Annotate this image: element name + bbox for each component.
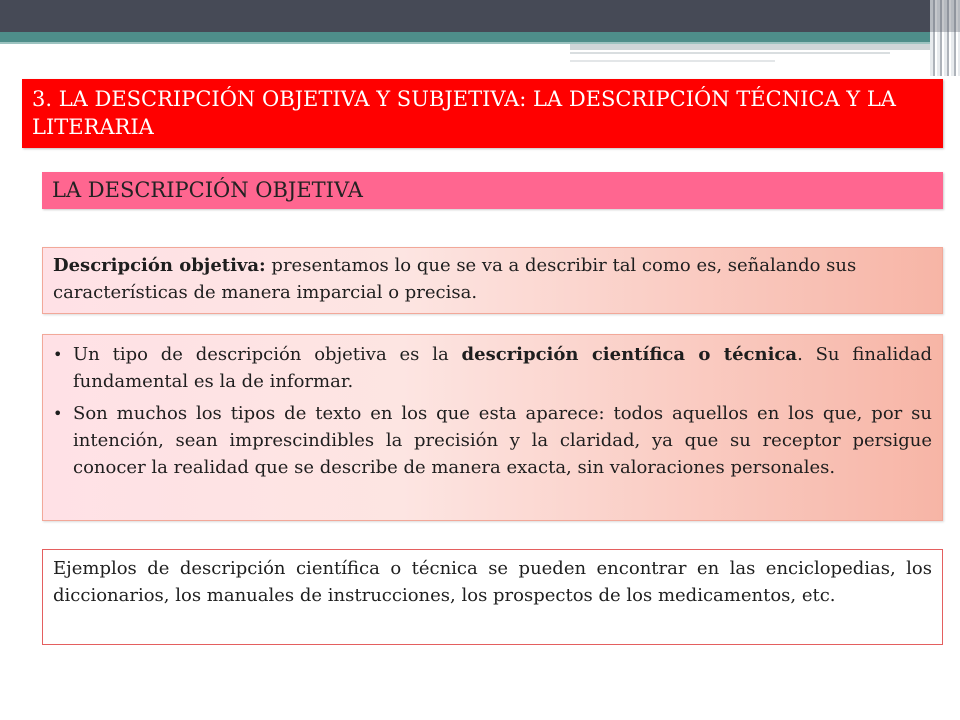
slide-title-text: 3. LA DESCRIPCIÓN OBJETIVA Y SUBJETIVA: LA DESCRIPCIÓN TÉCNICA Y LA LITERARIA (32, 87, 896, 139)
examples-box (42, 549, 943, 645)
definition-text: presentamos lo que se va a describir tal como es, señalando sus características de manera imparcial o precisa. (53, 255, 857, 303)
bullet-icon: • (53, 345, 63, 364)
bullet-bold-text: descripción científica o técnica (461, 344, 798, 365)
top-decorative-bar (0, 0, 960, 32)
right-stripes-shade (930, 0, 960, 32)
teal-accent-band (0, 32, 930, 42)
slide-title (22, 79, 943, 148)
section-subtitle-text: LA DESCRIPCIÓN OBJETIVA (52, 178, 363, 202)
gray-accent-line (570, 52, 890, 54)
definition-term: Descripción objetiva: (53, 255, 266, 276)
gray-accent-band (570, 44, 930, 50)
bullet-text: Un tipo de descripción objetiva es la (73, 344, 462, 365)
definition-box (42, 247, 943, 314)
bullet-list (53, 341, 932, 481)
examples-text: Ejemplos de descripción científica o técnica se pueden encontrar en las enciclopedias, los diccionarios, los manuales de instrucciones, los prospectos de los medicamentos, etc. (53, 558, 932, 606)
bullet-text-after: . Su finalidad fundamental es la de informar. (73, 344, 932, 392)
list-item (53, 341, 932, 395)
bullet-icon: • (53, 404, 63, 423)
gray-accent-line-short (570, 60, 775, 62)
bullet-list-box (42, 334, 943, 521)
bullet-text: Son muchos los tipos de texto en los que esta aparece: todos aquellos en los que, por su intención, sean imprescindibles la precisión y la claridad, ya que su receptor persigue conocer la realidad que se describe de manera exacta, sin valoraciones personales. (73, 403, 932, 478)
section-subtitle (42, 172, 943, 209)
list-item (53, 400, 932, 481)
